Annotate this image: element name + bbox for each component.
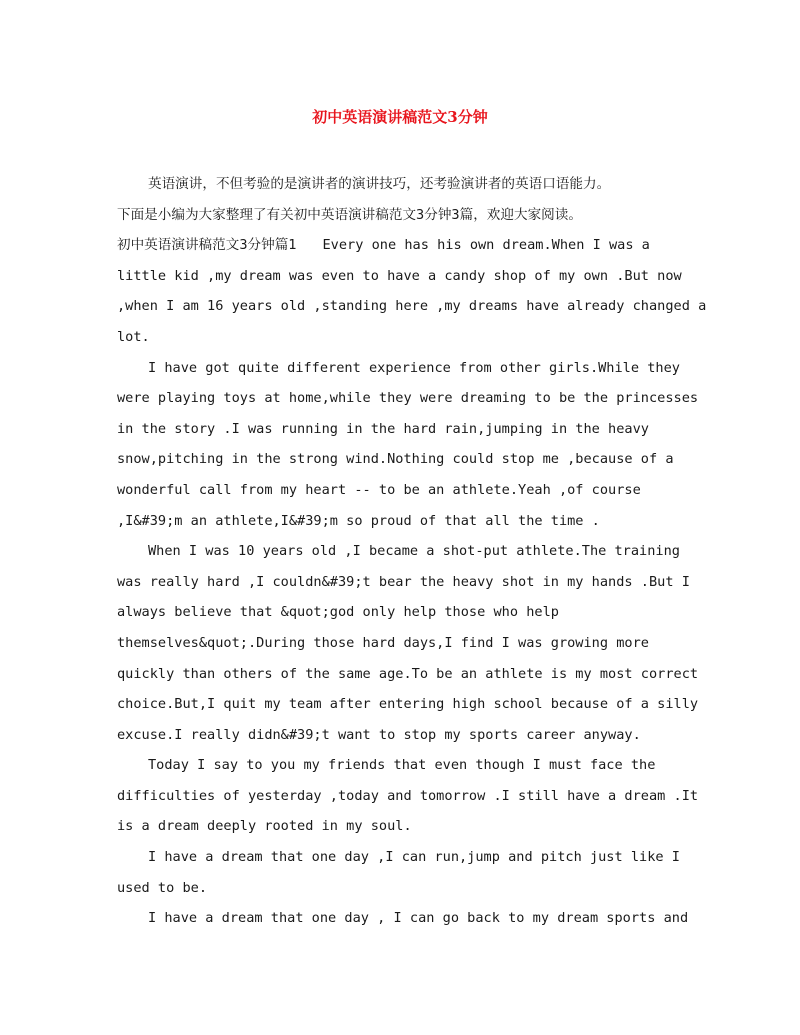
paragraph-line: in the story .I was running in the hard rain,jumping in the heavy	[117, 420, 649, 437]
document-body	[117, 169, 707, 934]
paragraph-line: When I was 10 years old ,I became a shot-put athlete.The training	[148, 543, 680, 560]
paragraph-line: excuse.I really didn&#39;t want to stop my sports career anyway.	[117, 726, 641, 743]
section-heading: 初中英语演讲稿范文3分钟篇1	[117, 237, 297, 254]
paragraph-line: little kid ,my dream was even to have a candy shop of my own .But now	[117, 267, 682, 284]
paragraph-line: 英语演讲，不但考验的是演讲者的演讲技巧，还考验演讲者的英语口语能力。	[148, 176, 611, 192]
paragraph-line: snow,pitching in the strong wind.Nothing could stop me ,because of a	[117, 451, 674, 468]
paragraph-line: themselves&quot;.During those hard days,I find I was growing more	[117, 634, 649, 651]
document-title: 初中英语演讲稿范文3分钟	[312, 108, 488, 126]
paragraph-line: I have a dream that one day , I can go back to my dream sports and	[148, 910, 689, 927]
paragraph-line: difficulties of yesterday ,today and tomorrow .I still have a dream .It	[117, 787, 699, 804]
paragraph-line: Today I say to you my friends that even though I must face the	[148, 757, 656, 774]
paragraph-line: always believe that &quot;god only help those who help	[117, 604, 559, 621]
paragraph-line	[117, 230, 687, 261]
paragraph-line: is a dream deeply rooted in my soul.	[117, 818, 412, 835]
paragraph-line: 下面是小编为大家整理了有关初中英语演讲稿范文3分钟3篇，欢迎大家阅读。	[117, 206, 582, 223]
paragraph-line: was really hard ,I couldn&#39;t bear the heavy shot in my hands .But I	[117, 573, 690, 590]
paragraph-line: used to be.	[117, 879, 208, 896]
paragraph-line: quickly than others of the same age.To be an athlete is my most correct	[117, 665, 699, 682]
paragraph-line: were playing toys at home,while they were dreaming to be the princesses	[117, 390, 699, 407]
paragraph-line: choice.But,I quit my team after entering high school because of a silly	[117, 696, 699, 713]
paragraph-line: wonderful call from my heart -- to be an athlete.Yeah ,of course	[117, 481, 641, 498]
paragraph-line: I have a dream that one day ,I can run,jump and pitch just like I	[148, 849, 680, 866]
paragraph-line: I have got quite different experience from other girls.While they	[148, 359, 680, 376]
paragraph-text: Every one has his own dream.When I was a	[322, 237, 650, 254]
paragraph-line: ,I&#39;m an athlete,I&#39;m so proud of that all the time .	[117, 512, 600, 529]
paragraph-line: ,when I am 16 years old ,standing here ,my dreams have already changed a	[117, 298, 707, 315]
paragraph-line: lot.	[117, 328, 150, 345]
